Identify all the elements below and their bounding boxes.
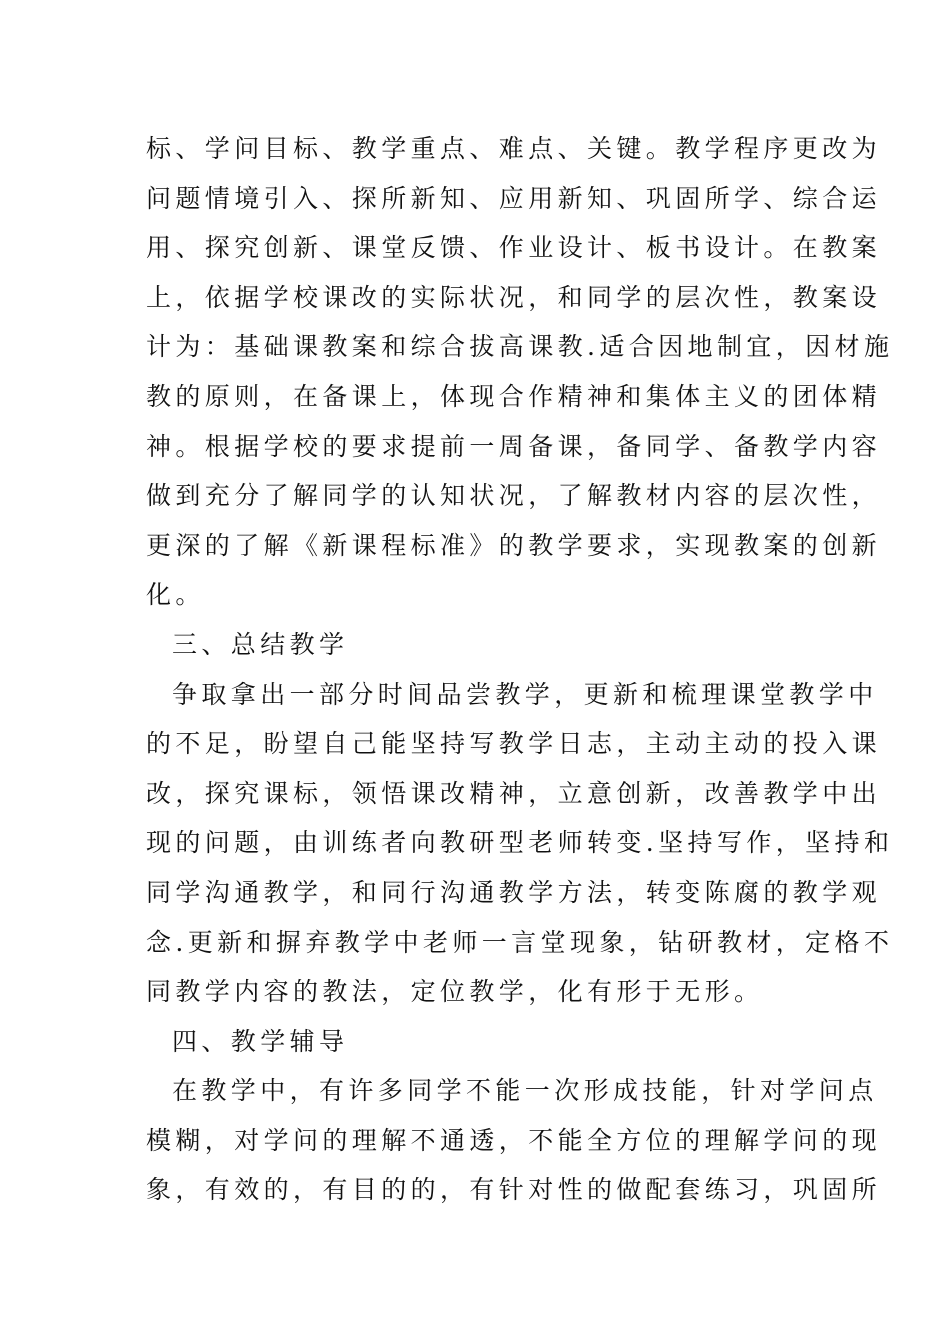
paragraph-first-line: 在教学中，有许多同学不能一次形成技能，针对学问点 [172,1076,878,1106]
text-line: 更深的了解《新课程标准》的教学要求，实现教案的创新 [146,530,882,560]
text-line: 同教学内容的教法，定位教学，化有形于无形。 [146,977,764,1007]
text-line: 神。根据学校的要求提前一周备课，备同学、备教学内容 [146,431,882,461]
text-line: 计为：基础课教案和综合拔高课教.适合因地制宜，因材施 [146,332,894,362]
text-line: 问题情境引入、探所新知、应用新知、巩固所学、综合运 [146,183,882,213]
document-page [146,124,894,1215]
text-line: 用、探究创新、课堂反馈、作业设计、板书设计。在教案 [146,233,882,263]
text-line: 念.更新和摒弃教学中老师一言堂现象，钻研教材，定格不 [146,927,894,957]
text-line: 标、学问目标、教学重点、难点、关键。教学程序更改为 [146,134,882,163]
text-line: 模糊，对学问的理解不通透，不能全方位的理解学问的现 [146,1125,882,1155]
text-line: 化。 [146,580,205,610]
text-line: 同学沟通教学，和同行沟通教学方法，转变陈腐的教学观 [146,877,882,907]
section-heading: 三、总结教学 [172,629,349,659]
text-line: 象，有效的，有目的的，有针对性的做配套练习，巩固所 [146,1175,882,1205]
paragraph-first-line: 争取拿出一部分时间品尝教学，更新和梳理课堂教学中 [172,679,878,709]
text-line: 现的问题，由训练者向教研型老师转变.坚持写作，坚持和 [146,828,894,858]
text-line: 上，依据学校课改的实际状况，和同学的层次性，教案设 [146,282,882,312]
section-heading: 四、教学辅导 [172,1026,349,1056]
text-line: 改，探究课标，领悟课改精神，立意创新，改善教学中出 [146,778,882,808]
text-line: 做到充分了解同学的认知状况，了解教材内容的层次性， [146,481,882,511]
text-line: 教的原则，在备课上，体现合作精神和集体主义的团体精 [146,381,882,411]
text-line: 的不足，盼望自己能坚持写教学日志，主动主动的投入课 [146,729,882,759]
